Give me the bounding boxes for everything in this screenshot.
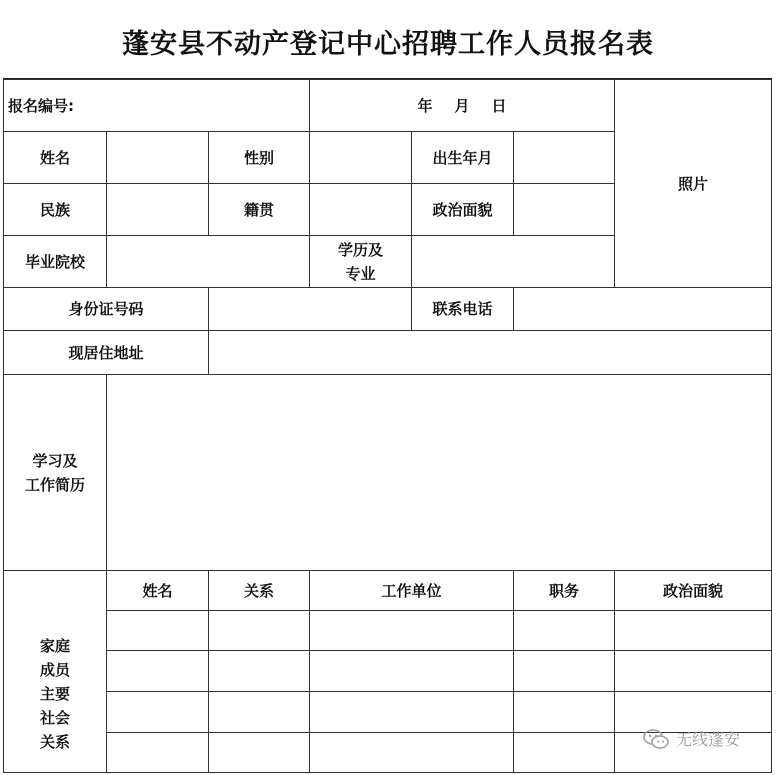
photo-cell[interactable] xyxy=(614,79,772,288)
gender-input-cell[interactable] xyxy=(309,131,412,184)
family-row-cell[interactable] xyxy=(614,650,772,692)
family-row-cell[interactable] xyxy=(208,691,310,733)
native-place-input-cell[interactable] xyxy=(309,183,412,236)
gender-label: 性别 xyxy=(208,131,310,184)
year-label: 年 xyxy=(417,96,433,115)
family-header-political-status: 政治面貌 xyxy=(614,570,772,611)
month-label: 月 xyxy=(454,96,470,115)
watermark-text: 无线蓬安 xyxy=(676,730,741,749)
family-row-cell[interactable] xyxy=(106,610,209,651)
family-label-line: 家庭 xyxy=(39,636,70,655)
phone-input-cell[interactable] xyxy=(513,287,772,331)
resume-label-line2: 工作简历 xyxy=(24,475,85,494)
education-major-input-cell[interactable] xyxy=(411,235,615,288)
family-row-cell[interactable] xyxy=(513,650,615,692)
family-row-cell[interactable] xyxy=(513,691,615,733)
family-row-cell[interactable] xyxy=(614,610,772,651)
day-label: 日 xyxy=(491,96,507,115)
family-label-line: 关系 xyxy=(39,732,70,751)
family-header-workplace: 工作单位 xyxy=(309,570,514,611)
resume-label xyxy=(3,374,107,571)
resume-label-line1: 学习及 xyxy=(32,451,78,470)
family-row-cell[interactable] xyxy=(513,610,615,651)
family-row-cell[interactable] xyxy=(513,732,615,773)
address-label: 现居住地址 xyxy=(3,330,209,375)
registration-number-label: 报名编号: xyxy=(3,79,310,132)
education-major-label xyxy=(309,235,412,288)
ethnicity-label: 民族 xyxy=(3,183,107,236)
family-header-position: 职务 xyxy=(513,570,615,611)
school-label: 毕业院校 xyxy=(3,235,107,288)
family-row-cell[interactable] xyxy=(106,732,209,773)
family-relations-label xyxy=(3,570,107,773)
form-title: 蓬安县不动产登记中心招聘工作人员报名表 xyxy=(122,29,654,60)
family-row-cell[interactable] xyxy=(106,650,209,692)
family-label-line: 主要 xyxy=(39,684,70,703)
family-header-name: 姓名 xyxy=(106,570,209,611)
address-input-cell[interactable] xyxy=(208,330,772,375)
name-label: 姓名 xyxy=(3,131,107,184)
birth-date-input-cell[interactable] xyxy=(513,131,615,184)
family-row-cell[interactable] xyxy=(208,650,310,692)
family-label-line: 成员 xyxy=(39,660,70,679)
id-number-input-cell[interactable] xyxy=(208,287,412,331)
name-input-cell[interactable] xyxy=(106,131,209,184)
phone-label: 联系电话 xyxy=(411,287,514,331)
id-number-label: 身份证号码 xyxy=(3,287,209,331)
family-row-cell[interactable] xyxy=(208,732,310,773)
family-header-relation: 关系 xyxy=(208,570,310,611)
ethnicity-input-cell[interactable] xyxy=(106,183,209,236)
birth-date-label: 出生年月 xyxy=(411,131,514,184)
family-row-cell[interactable] xyxy=(309,650,514,692)
wechat-icon xyxy=(642,728,670,750)
political-status-input-cell[interactable] xyxy=(513,183,615,236)
watermark xyxy=(642,727,740,750)
education-major-label-line2: 专业 xyxy=(345,264,376,283)
family-row-cell[interactable] xyxy=(309,610,514,651)
family-label-line: 社会 xyxy=(39,708,70,727)
education-major-label-line1: 学历及 xyxy=(337,240,383,259)
photo-label: 照片 xyxy=(677,174,708,193)
resume-input-area[interactable] xyxy=(106,374,772,571)
native-place-label: 籍贯 xyxy=(208,183,310,236)
school-input-cell[interactable] xyxy=(106,235,310,288)
date-cell xyxy=(309,79,615,132)
family-row-cell[interactable] xyxy=(309,732,514,773)
family-row-cell[interactable] xyxy=(106,691,209,733)
family-row-cell[interactable] xyxy=(208,610,310,651)
family-row-cell[interactable] xyxy=(309,691,514,733)
political-status-label: 政治面貌 xyxy=(411,183,514,236)
